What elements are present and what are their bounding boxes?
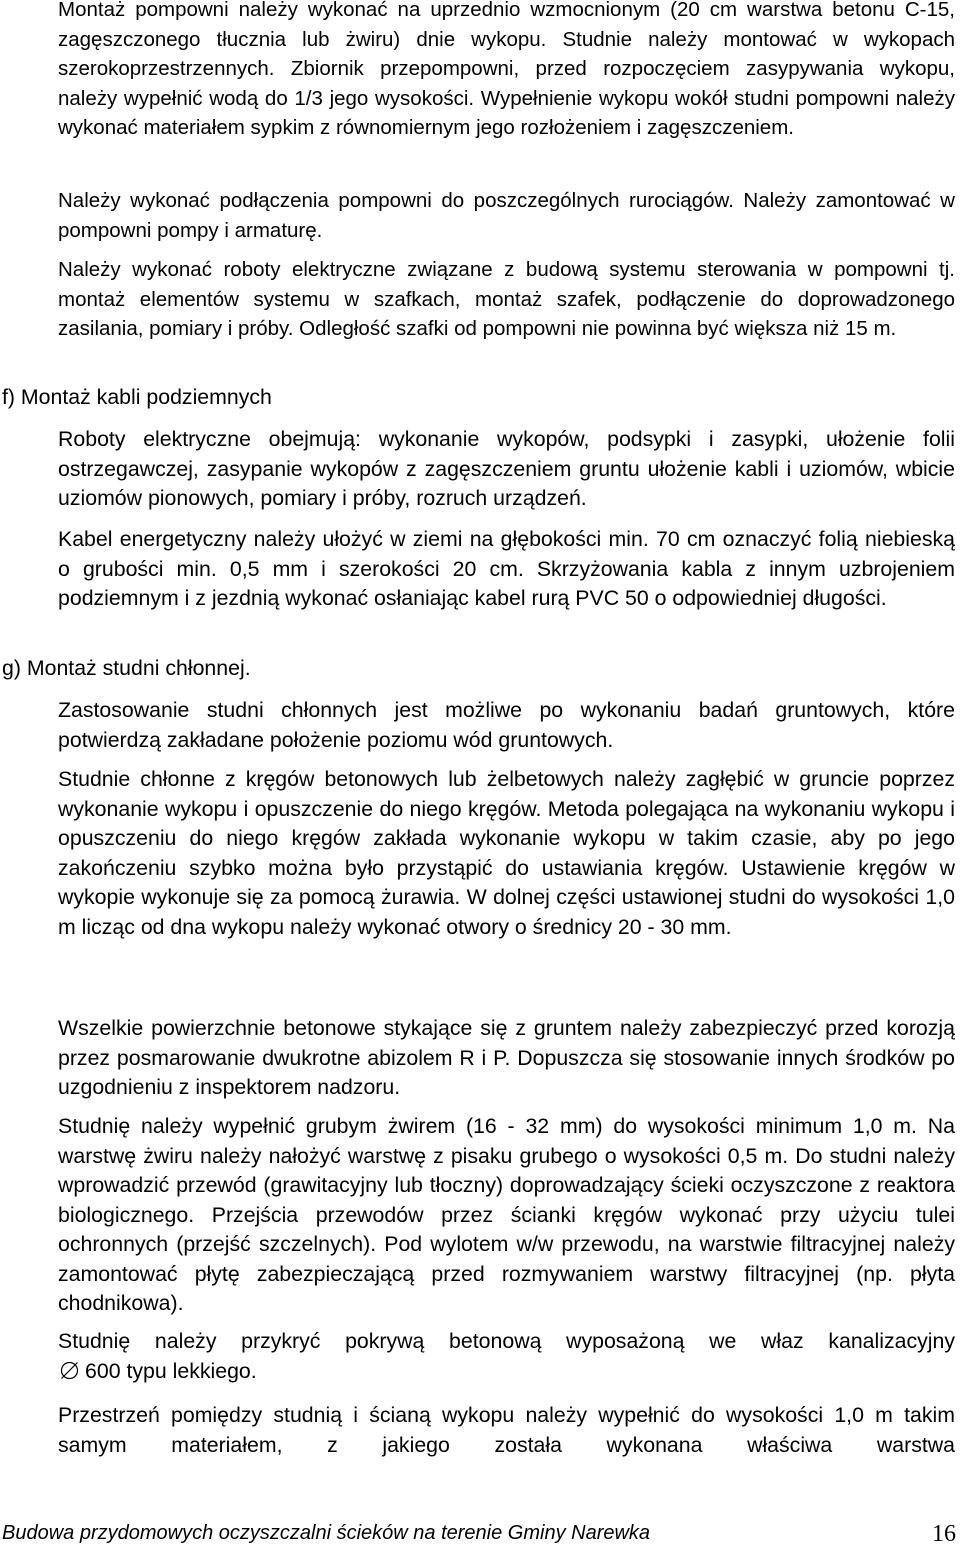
section-f-heading: f) Montaż kabli podziemnych xyxy=(2,385,272,409)
section-g-heading: g) Montaż studni chłonnej. xyxy=(2,656,251,680)
paragraph-concrete-rings: Studnie chłonne z kręgów betonowych lub żelbetowych należy zagłębić w gruncie poprzez wykonanie wykopu i opuszczenie do niego kręgów. Metoda polegająca na wykonaniu wykopu i opuszczeniu do niego kręgów zakłada wykonanie wykopu w takim czasie, aby po jego zakończeniu szybko można było przystąpić do ustawiania kręgów. Ustawienie kręgów w wykopie wykonuje się za pomocą żurawia. W dolnej części ustawionej studni do wysokości 1,0 m licząc od dna wykopu należy wykonać otwory o średnicy 20 - 30 mm. xyxy=(58,767,955,939)
diameter-symbol-icon xyxy=(60,1361,79,1380)
paragraph-pump-station-connections: Należy wykonać podłączenia pompowni do poszczególnych rurociągów. Należy zamontować w pompowni pompy i armaturę. xyxy=(58,189,955,242)
paragraph-well-cover xyxy=(58,1327,955,1386)
well-cover-line-1: Studnię należy przykryć pokrywą betonową wyposażoną we właz kanalizacyjny xyxy=(58,1329,955,1353)
paragraph-absorption-well-usage: Zastosowanie studni chłonnych jest możliwe po wykonaniu badań gruntowych, które potwierdzą zakładane położenie poziomu wód gruntowych. xyxy=(58,698,955,752)
paragraph-cable-works: Roboty elektryczne obejmują: wykonanie wykopów, podsypki i zasypki, ułożenie folii ostrzegawczej, zasypanie wykopów z zagęszczeniem gruntu ułożenie kabli i uziomów, wbicie uziomów pionowych, pomiary i próby, rozruch urządzeń. xyxy=(58,427,955,510)
paragraph-concrete-protection: Wszelkie powierzchnie betonowe stykające się z gruntem należy zabezpieczyć przed korozją przez posmarowanie dwukrotne abizolem R i P. Dopuszcza się stosowanie innych środków po uzgodnieniu z inspektorem nadzoru. xyxy=(58,1016,955,1099)
well-cover-line-2 xyxy=(58,1357,955,1387)
well-cover-line-2-text: 600 typu lekkiego. xyxy=(85,1358,257,1383)
paragraph-pump-station-installation: Montaż pompowni należy wykonać na uprzednio wzmocnionym (20 cm warstwa betonu C-15, zagęszczonego tłucznia lub żwiru) dnie wykopu. Studnie należy montować w wykopach szerokoprzestrzennych. Zbiornik przepompowni, przed rozpoczęciem zasypywania wykopu, należy wypełnić wodą do 1/3 jego wysokości. Wypełnienie wykopu wokół studni pompowni należy wykonać materiałem sypkim z równomiernym jego rozłożeniem i zagęszczeniem. xyxy=(58,0,955,139)
paragraph-electrical-works: Należy wykonać roboty elektryczne związane z budową systemu sterowania w pompowni tj. montaż elementów systemu w szafkach, montaż szafek, podłączenie do doprowadzonego zasilania, pomiary i próby. Odległość szafki od pompowni nie powinna być większa niż 15 m. xyxy=(58,258,955,340)
paragraph-energy-cable: Kabel energetyczny należy ułożyć w ziemi na głębokości min. 70 cm oznaczyć folią niebieską o grubości min. 0,5 mm i szerokości 20 cm. Skrzyżowania kabla z innym uzbrojeniem podziemnym i z jezdnią wykonać osłaniając kabel rurą PVC 50 o odpowiedniej długości. xyxy=(58,527,955,610)
paragraph-backfill-space: Przestrzeń pomiędzy studnią i ścianą wykopu należy wypełnić do wysokości 1,0 m takim samym materiałem, z jakiego została wykonana właściwa warstwa xyxy=(58,1403,955,1457)
paragraph-gravel-filling: Studnię należy wypełnić grubym żwirem (16 - 32 mm) do wysokości minimum 1,0 m. Na warstwę żwiru należy nałożyć warstwę z pisaku grubego o wysokości 0,5 m. Do studni należy wprowadzić przewód (grawitacyjny lub tłoczny) doprowadzający ścieki oczyszczone z reaktora biologicznego. Przejścia przewodów przez ścianki kręgów wykonać przy użyciu tulei ochronnych (przejść szczelnych). Pod wylotem w/w przewodu, na warstwie filtracyjnej należy zamontować płytę zabezpieczającą przed rozmywaniem warstwy filtracyjnej (np. płyta chodnikowa). xyxy=(58,1114,955,1315)
footer-document-title: Budowa przydomowych oczyszczalni ścieków na terenie Gminy Narewka xyxy=(2,1522,651,1544)
page-number: 16 xyxy=(932,1521,956,1547)
